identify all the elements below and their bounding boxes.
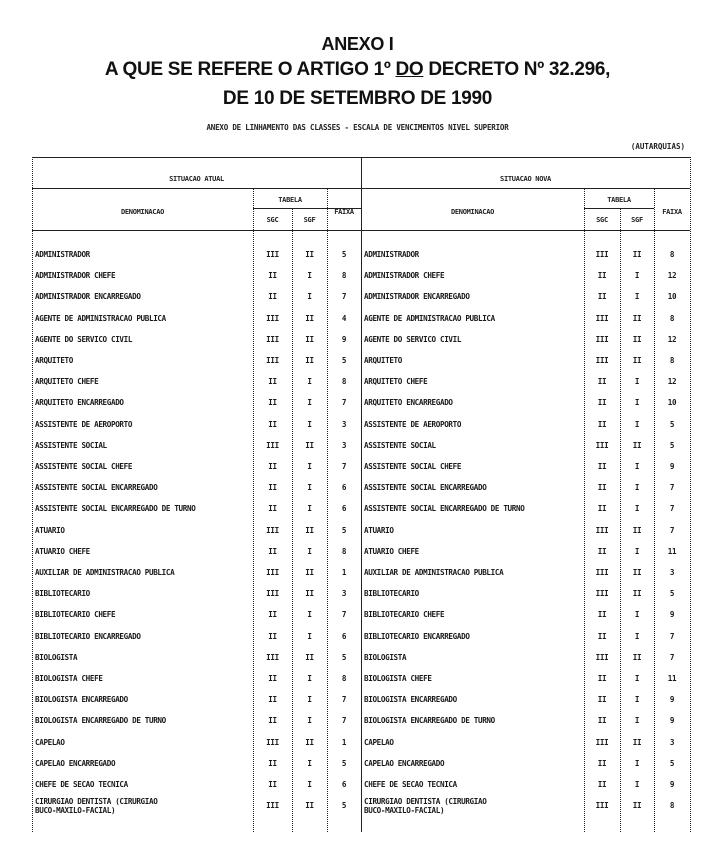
nova-faixa-cell: 5: [669, 419, 675, 429]
table-row: [0, 695, 715, 711]
nova-denominacao-cell: ASSISTENTE SOCIAL CHEFE: [364, 462, 462, 471]
nova-sgc-cell: III: [595, 589, 609, 599]
table-row: [0, 483, 715, 499]
atual-denominacao-cell: BIBLIOTECARIO ENCARREGADO: [35, 631, 141, 641]
nova-sgc-cell: III: [595, 801, 609, 811]
nova-sgc-cell: II: [597, 271, 607, 281]
nova-sgf-cell: I: [634, 419, 640, 429]
nova-sgc-cell: III: [595, 737, 609, 747]
atual-faixa-cell: 6: [341, 504, 347, 514]
nova-sgf-cell: I: [634, 631, 640, 641]
table-row: [0, 462, 715, 478]
nova-sgc-cell: III: [595, 356, 609, 365]
tabela-right-rule: [584, 208, 654, 209]
table-row: [0, 653, 715, 669]
nova-sgc-cell: II: [597, 483, 607, 493]
nova-denominacao-cell: BIBLIOTECARIO CHEFE: [364, 610, 445, 620]
atual-sgf-cell: II: [305, 356, 314, 365]
table-row: [0, 356, 715, 372]
nova-sgc-cell: III: [595, 440, 609, 450]
atual-denominacao-cell: BIBLIOTECARIO: [35, 589, 90, 599]
atual-denominacao-cell: ATUARIO CHEFE: [35, 546, 90, 556]
nova-denominacao-cell: ASSISTENTE SOCIAL ENCARREGADO: [364, 483, 487, 493]
nova-denominacao-cell: ADMINISTRADOR CHEFE: [364, 271, 445, 281]
nova-sgf-cell: I: [634, 758, 640, 768]
atual-sgf-cell: I: [307, 377, 312, 387]
nova-faixa-cell: 9: [669, 695, 675, 705]
atual-faixa-cell: 7: [341, 695, 347, 705]
atual-sgc-cell: II: [268, 292, 277, 302]
atual-sgc-cell: III: [266, 313, 279, 323]
atual-sgf-cell: II: [305, 737, 314, 747]
col-header-denominacao-nova: DENOMINACAO: [450, 208, 495, 216]
atual-denominacao-cell: ARQUITETO ENCARREGADO: [35, 398, 124, 408]
nova-sgc-cell: II: [597, 716, 607, 726]
nova-sgf-cell: I: [634, 716, 640, 726]
nova-sgc-cell: II: [597, 695, 607, 705]
nova-denominacao-cell: BIBLIOTECARIO: [364, 589, 419, 599]
atual-sgc-cell: II: [268, 674, 277, 683]
atual-denominacao-cell: ASSISTENTE SOCIAL ENCARREGADO: [35, 483, 158, 493]
atual-denominacao-cell: AUXILIAR DE ADMINISTRACAO PUBLICA: [35, 568, 175, 577]
atual-faixa-cell: 7: [341, 398, 347, 408]
nova-faixa-cell: 8: [669, 356, 675, 365]
nova-sgf-cell: I: [634, 780, 640, 789]
atual-denominacao-cell: ATUARIO: [35, 525, 65, 535]
nova-faixa-cell: 11: [667, 546, 677, 556]
atual-faixa-cell: 5: [341, 356, 347, 365]
nova-denominacao-cell: ARQUITETO ENCARREGADO: [364, 398, 453, 408]
atual-denominacao-cell: ASSISTENTE DE AEROPORTO: [35, 419, 133, 429]
nova-sgf-cell: I: [634, 271, 640, 281]
atual-sgf-cell: I: [307, 780, 312, 789]
col-header-faixa-atual: FAIXA: [334, 208, 354, 216]
atual-sgf-cell: II: [305, 801, 314, 811]
atual-sgc-cell: II: [268, 271, 277, 281]
atual-sgc-cell: II: [268, 631, 277, 641]
table-row: [0, 797, 715, 817]
atual-faixa-cell: 8: [341, 271, 347, 281]
title-line-2-underlined: DO: [395, 59, 424, 80]
nova-faixa-cell: 12: [667, 334, 677, 344]
atual-faixa-cell: 5: [341, 250, 347, 259]
atual-faixa-cell: 8: [341, 377, 347, 387]
atual-denominacao-cell-line2: BUCO-MAXILO-FACIAL): [35, 806, 116, 816]
nova-faixa-cell: 12: [667, 377, 677, 387]
nova-sgc-cell: III: [595, 652, 609, 662]
nova-faixa-cell: 7: [669, 525, 675, 535]
atual-sgc-cell: II: [268, 716, 277, 726]
col-header-tabela-atual: TABELA: [278, 196, 302, 204]
table-row: [0, 738, 715, 754]
atual-faixa-cell: 5: [341, 525, 347, 535]
nova-sgc-cell: II: [597, 546, 607, 556]
nova-faixa-cell: 3: [669, 568, 675, 577]
nova-denominacao-cell: AGENTE DO SERVICO CIVIL: [364, 334, 462, 344]
nova-denominacao-cell: ATUARIO: [364, 525, 394, 535]
table-row: [0, 780, 715, 796]
atual-denominacao-cell: ADMINISTRADOR: [35, 250, 90, 259]
nova-sgc-cell: II: [597, 419, 607, 429]
atual-denominacao-cell: ASSISTENTE SOCIAL: [35, 440, 107, 450]
atual-denominacao-cell: ADMINISTRADOR CHEFE: [35, 271, 116, 281]
atual-faixa-cell: 8: [341, 546, 347, 556]
col-header-faixa-nova: FAIXA: [662, 208, 682, 216]
atual-faixa-cell: 3: [341, 440, 347, 450]
col-header-sgf-atual: SGF: [303, 216, 316, 224]
title-line-2: [0, 59, 715, 81]
nova-faixa-cell: 3: [669, 737, 675, 747]
nova-sgc-cell: II: [597, 292, 607, 302]
nova-faixa-cell: 5: [669, 758, 675, 768]
atual-faixa-cell: 5: [341, 652, 347, 662]
atual-denominacao-cell: CHEFE DE SECAO TECNICA: [35, 780, 128, 789]
nova-faixa-cell: 9: [669, 780, 675, 789]
atual-sgf-cell: I: [307, 695, 312, 705]
col-header-sgc-atual: SGC: [266, 216, 279, 224]
atual-sgc-cell: III: [266, 356, 279, 365]
title-line-2-suffix: DECRETO Nº 32.296,: [423, 59, 611, 80]
nova-denominacao-cell: ADMINISTRADOR ENCARREGADO: [364, 292, 470, 302]
table-row: [0, 610, 715, 626]
atual-denominacao-cell: CAPELAO ENCARREGADO: [35, 758, 116, 768]
section-header-atual: SITUACAO ATUAL: [169, 175, 224, 183]
atual-denominacao-cell: ASSISTENTE SOCIAL CHEFE: [35, 462, 133, 471]
atual-sgf-cell: I: [307, 419, 312, 429]
atual-faixa-cell: 6: [341, 780, 347, 789]
atual-sgc-cell: II: [268, 695, 277, 705]
atual-faixa-cell: 7: [341, 292, 347, 302]
nova-denominacao-cell: ARQUITETO CHEFE: [364, 377, 428, 387]
nova-sgf-cell: II: [632, 334, 642, 344]
atual-faixa-cell: 4: [341, 313, 347, 323]
atual-sgc-cell: III: [266, 652, 279, 662]
atual-sgf-cell: II: [305, 313, 314, 323]
atual-faixa-cell: 6: [341, 483, 347, 493]
nova-faixa-cell: 10: [667, 292, 677, 302]
table-row: [0, 441, 715, 457]
nova-sgc-cell: II: [597, 610, 607, 620]
nova-sgf-cell: I: [634, 398, 640, 408]
atual-faixa-cell: 3: [341, 589, 347, 599]
table-row: [0, 335, 715, 351]
nova-sgf-cell: I: [634, 546, 640, 556]
nova-denominacao-cell: ASSISTENTE SOCIAL ENCARREGADO DE TURNO: [364, 504, 525, 514]
nova-sgf-cell: I: [634, 377, 640, 387]
table-row: [0, 759, 715, 775]
atual-denominacao-cell: BIOLOGISTA ENCARREGADO: [35, 695, 128, 705]
atual-denominacao-cell: ASSISTENTE SOCIAL ENCARREGADO DE TURNO: [35, 504, 196, 514]
atual-sgc-cell: III: [266, 525, 279, 535]
nova-sgf-cell: II: [632, 250, 642, 259]
atual-sgf-cell: II: [305, 525, 314, 535]
atual-sgf-cell: I: [307, 674, 312, 683]
col-header-sgf-nova: SGF: [631, 216, 643, 224]
nova-denominacao-cell: ADMINISTRADOR: [364, 250, 419, 259]
nova-sgf-cell: II: [632, 356, 642, 365]
atual-faixa-cell: 1: [341, 568, 347, 577]
atual-faixa-cell: 3: [341, 419, 347, 429]
table-row: [0, 547, 715, 563]
atual-denominacao-cell: ARQUITETO: [35, 356, 73, 365]
nova-sgf-cell: II: [632, 568, 642, 577]
atual-denominacao-cell: BIBLIOTECARIO CHEFE: [35, 610, 116, 620]
col-header-tabela-nova: TABELA: [607, 196, 631, 204]
table-row: [0, 632, 715, 648]
nova-faixa-cell: 11: [667, 674, 677, 683]
atual-sgf-cell: I: [307, 716, 312, 726]
title-line-2-prefix: A QUE SE REFERE O ARTIGO 1º: [104, 59, 396, 80]
nova-sgc-cell: II: [597, 462, 607, 471]
nova-denominacao-cell: ASSISTENTE DE AEROPORTO: [364, 419, 462, 429]
nova-sgf-cell: I: [634, 483, 640, 493]
nova-faixa-cell: 9: [669, 716, 675, 726]
nova-sgc-cell: II: [597, 780, 607, 789]
atual-sgc-cell: II: [268, 610, 277, 620]
atual-sgc-cell: III: [266, 589, 279, 599]
atual-denominacao-cell: AGENTE DO SERVICO CIVIL: [35, 334, 133, 344]
table-row: [0, 568, 715, 584]
nova-denominacao-cell: AUXILIAR DE ADMINISTRACAO PUBLICA: [364, 568, 504, 577]
atual-faixa-cell: 8: [341, 674, 347, 683]
nova-sgc-cell: II: [597, 674, 607, 683]
atual-sgf-cell: I: [307, 271, 312, 281]
nova-sgf-cell: I: [634, 292, 640, 302]
atual-sgc-cell: III: [266, 801, 279, 811]
nova-faixa-cell: 9: [669, 610, 675, 620]
nova-sgf-cell: II: [632, 589, 642, 599]
nova-faixa-cell: 7: [669, 483, 675, 493]
nova-sgc-cell: III: [595, 334, 609, 344]
atual-sgf-cell: I: [307, 292, 312, 302]
nova-sgc-cell: II: [597, 504, 607, 514]
nova-faixa-cell: 5: [669, 589, 675, 599]
atual-sgc-cell: III: [266, 250, 279, 259]
nova-sgf-cell: II: [632, 652, 642, 662]
title-line-3: DE 10 DE SETEMBRO DE 1990: [222, 88, 493, 109]
nova-denominacao-cell: ARQUITETO: [364, 356, 402, 365]
autarquias-note: (AUTARQUIAS): [630, 142, 685, 151]
atual-sgf-cell: II: [305, 568, 314, 577]
atual-denominacao-cell: AGENTE DE ADMINISTRACAO PUBLICA: [35, 313, 166, 323]
atual-denominacao-cell: CAPELAO: [35, 737, 65, 747]
nova-faixa-cell: 8: [669, 250, 675, 259]
atual-sgc-cell: III: [266, 737, 279, 747]
table-row: [0, 398, 715, 414]
atual-faixa-cell: 6: [341, 631, 347, 641]
atual-sgf-cell: I: [307, 631, 312, 641]
nova-sgc-cell: III: [595, 525, 609, 535]
nova-sgf-cell: I: [634, 504, 640, 514]
nova-sgc-cell: II: [597, 398, 607, 408]
atual-sgc-cell: II: [268, 398, 277, 408]
nova-sgf-cell: II: [632, 801, 642, 811]
nova-denominacao-cell: BIOLOGISTA ENCARREGADO: [364, 695, 457, 705]
atual-sgc-cell: II: [268, 546, 277, 556]
nova-denominacao-cell: CAPELAO ENCARREGADO: [364, 758, 445, 768]
atual-sgc-cell: III: [266, 440, 279, 450]
atual-sgf-cell: II: [305, 589, 314, 599]
atual-sgc-cell: II: [268, 419, 277, 429]
table-row: [0, 589, 715, 605]
nova-denominacao-cell: BIOLOGISTA ENCARREGADO DE TURNO: [364, 716, 495, 726]
atual-sgf-cell: II: [305, 652, 314, 662]
atual-sgc-cell: III: [266, 334, 279, 344]
nova-denominacao-cell: BIOLOGISTA CHEFE: [364, 674, 432, 683]
atual-sgf-cell: II: [305, 440, 314, 450]
atual-sgc-cell: III: [266, 568, 279, 577]
nova-denominacao-cell-line2: BUCO-MAXILO-FACIAL): [364, 806, 445, 816]
atual-sgc-cell: II: [268, 758, 277, 768]
nova-sgf-cell: I: [634, 462, 640, 471]
nova-denominacao-cell: BIBLIOTECARIO ENCARREGADO: [364, 631, 470, 641]
table-row: [0, 271, 715, 287]
nova-faixa-cell: 5: [669, 440, 675, 450]
section-header-nova: SITUACAO NOVA: [500, 175, 551, 183]
nova-sgc-cell: II: [597, 377, 607, 387]
atual-faixa-cell: 7: [341, 462, 347, 471]
nova-faixa-cell: 7: [669, 652, 675, 662]
nova-faixa-cell: 7: [669, 631, 675, 641]
atual-denominacao-cell: BIOLOGISTA: [35, 652, 78, 662]
nova-faixa-cell: 10: [667, 398, 677, 408]
atual-faixa-cell: 9: [341, 334, 347, 344]
atual-sgf-cell: I: [307, 610, 312, 620]
atual-sgc-cell: II: [268, 483, 277, 493]
nova-faixa-cell: 8: [669, 313, 675, 323]
atual-denominacao-cell: BIOLOGISTA ENCARREGADO DE TURNO: [35, 716, 166, 726]
table-row: [0, 314, 715, 330]
table-row: [0, 504, 715, 520]
nova-denominacao-cell: CAPELAO: [364, 737, 394, 747]
nova-denominacao-cell: CHEFE DE SECAO TECNICA: [364, 780, 457, 789]
atual-denominacao-cell: CIRURGIAO DENTISTA (CIRURGIAO: [35, 797, 158, 807]
atual-sgc-cell: II: [268, 462, 277, 471]
atual-sgf-cell: I: [307, 483, 312, 493]
table-row: [0, 250, 715, 266]
atual-denominacao-cell: ARQUITETO CHEFE: [35, 377, 99, 387]
atual-faixa-cell: 7: [341, 610, 347, 620]
nova-sgf-cell: II: [632, 313, 642, 323]
atual-sgf-cell: I: [307, 398, 312, 408]
atual-sgc-cell: II: [268, 780, 277, 789]
atual-sgc-cell: II: [268, 504, 277, 514]
nova-sgc-cell: III: [595, 568, 609, 577]
atual-sgc-cell: II: [268, 377, 277, 387]
nova-denominacao-cell: BIOLOGISTA: [364, 652, 407, 662]
nova-faixa-cell: 12: [667, 271, 677, 281]
nova-denominacao-cell: AGENTE DE ADMINISTRACAO PUBLICA: [364, 313, 495, 323]
nova-sgf-cell: II: [632, 440, 642, 450]
table-row: [0, 526, 715, 542]
nova-faixa-cell: 7: [669, 504, 675, 514]
nova-faixa-cell: 9: [669, 462, 675, 471]
nova-sgc-cell: II: [597, 631, 607, 641]
table-row: [0, 420, 715, 436]
table-row: [0, 716, 715, 732]
nova-sgf-cell: I: [634, 610, 640, 620]
nova-denominacao-cell: ASSISTENTE SOCIAL: [364, 440, 436, 450]
table-row: [0, 377, 715, 393]
table-row: [0, 292, 715, 308]
nova-faixa-cell: 8: [669, 801, 675, 811]
nova-sgc-cell: II: [597, 758, 607, 768]
table-row: [0, 674, 715, 690]
atual-sgf-cell: I: [307, 462, 312, 471]
nova-sgc-cell: III: [595, 313, 609, 323]
nova-denominacao-cell: CIRURGIAO DENTISTA (CIRURGIAO: [364, 797, 487, 807]
atual-sgf-cell: I: [307, 546, 312, 556]
page-title: ANEXO I: [321, 34, 394, 54]
atual-faixa-cell: 5: [341, 758, 347, 768]
col-header-sgc-nova: SGC: [596, 216, 608, 224]
atual-faixa-cell: 7: [341, 716, 347, 726]
nova-sgc-cell: III: [595, 250, 609, 259]
col-header-denominacao-atual: DENOMINACAO: [120, 208, 165, 216]
document-subtitle: ANEXO DE LINHAMENTO DAS CLASSES - ESCALA DE VENCIMENTOS NIVEL SUPERIOR: [206, 123, 509, 132]
nova-sgf-cell: II: [632, 737, 642, 747]
nova-sgf-cell: I: [634, 695, 640, 705]
atual-denominacao-cell: BIOLOGISTA CHEFE: [35, 674, 103, 683]
nova-sgf-cell: I: [634, 674, 640, 683]
atual-sgf-cell: I: [307, 758, 312, 768]
nova-denominacao-cell: ATUARIO CHEFE: [364, 546, 419, 556]
atual-denominacao-cell: ADMINISTRADOR ENCARREGADO: [35, 292, 141, 302]
atual-faixa-cell: 1: [341, 737, 347, 747]
atual-sgf-cell: II: [305, 334, 314, 344]
atual-sgf-cell: I: [307, 504, 312, 514]
nova-sgf-cell: II: [632, 525, 642, 535]
atual-sgf-cell: II: [305, 250, 314, 259]
atual-faixa-cell: 5: [341, 801, 347, 811]
